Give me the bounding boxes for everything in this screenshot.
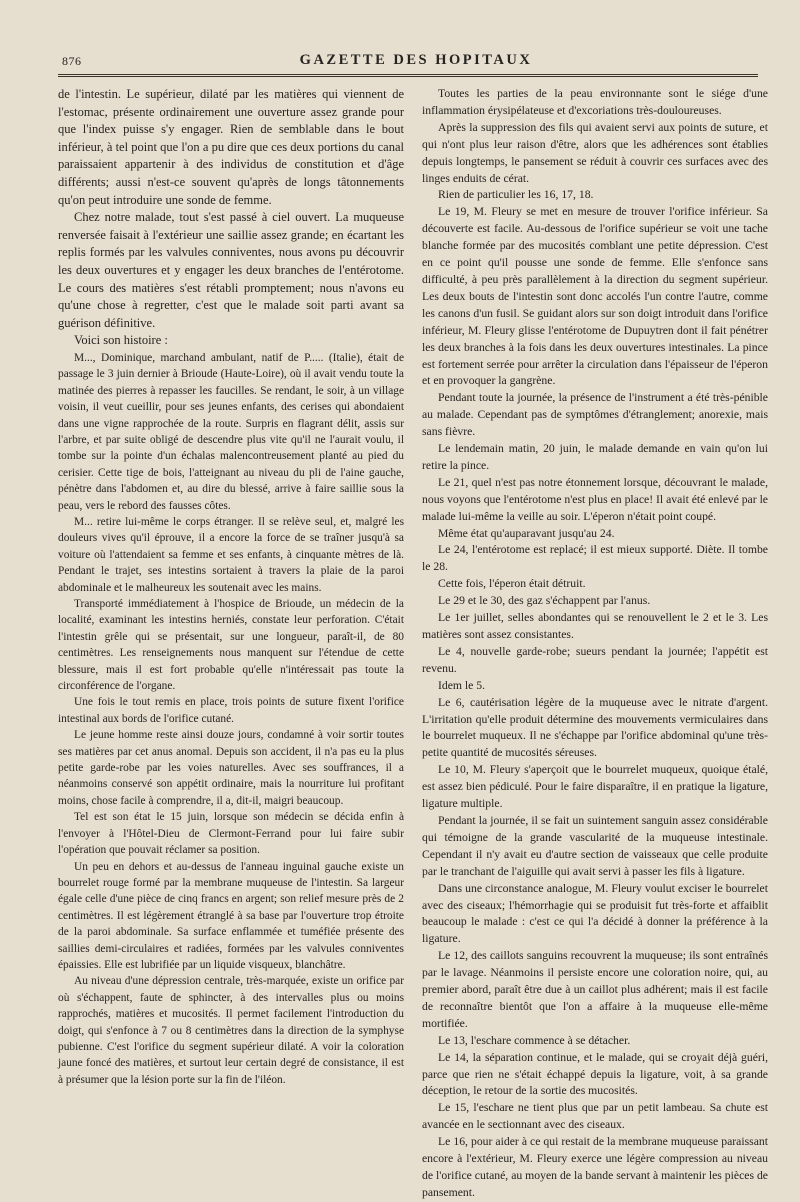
paragraph: Le 16, pour aider à ce qui restait de la membrane muqueuse paraissant encore à l'extérieur, M. Fleury exerce une légère compression au niveau de l'orifice cutané, au moyen de la bande servant à maintenir les pièces de pansement. — [422, 1135, 768, 1199]
journal-title: GAZETTE DES HOPITAUX — [299, 52, 533, 68]
page-number: 876 — [62, 54, 82, 68]
paragraph: Le 12, des caillots sanguins recouvrent la muqueuse; ils sont entraînés par le lavage. Néanmoins il persiste encore une coloration noire, qui, au premier abord, paraît être due à un caillot plus adhérent; mais il est facile de reconnaître bientôt que l'on a affaire à la muqueuse elle-même mortifiée. — [422, 949, 768, 1030]
paragraph: Tel est son état le 15 juin, lorsque son médecin se décida enfin à l'envoyer à l'Hôtel-Dieu de Clermont-Ferrand pour lui faire subir l'opération que pouvait réclamer sa position. — [58, 811, 404, 857]
paragraph: Chez notre malade, tout s'est passé à ciel ouvert. La muqueuse renversée faisait à l'extérieur une saillie assez grande; en écartant les replis formés par les valvules conniventes, nous avons pu découvrir les deux ouvertures et y engager les deux branches de l'entérotome. Le cours des matières s'est rétabli promptement; nous n'avons eu qu'une chose à regretter, c'est que le malade soit parti avant sa guérison définitive. — [58, 210, 404, 330]
paragraph: Une fois le tout remis en place, trois points de suture fixent l'orifice intestinal aux bords de l'orifice cutané. — [58, 696, 404, 725]
paragraph: Rien de particulier les 16, 17, 18. — [438, 188, 594, 202]
paragraph: Voici son histoire : — [74, 333, 168, 348]
paragraph: Un peu en dehors et au-dessus de l'anneau inguinal gauche existe un bourrelet rouge formé par la membrane muqueuse de l'intestin. Sa largeur égale celle d'une pièce de cinq francs en argent; son relief mesure près de 2 centimètres. Il est légèrement étranglé à sa base par l'ouverture trop étroite de la paroi abdominale. Sa surface enflammée et tuméfiée présente des saillies demi-circulaires et radiées, formées par les valvules conniventes épaissies. Elle est lubrifiée par un liquide visqueux, blanchâtre. — [58, 860, 404, 971]
paragraph: Cette fois, l'éperon était détruit. — [438, 577, 586, 591]
paragraph: Le 19, M. Fleury se met en mesure de trouver l'orifice inférieur. Sa découverte est facile. Au-dessous de l'orifice supérieur se voit une tache blanche formée par des mucosités comblant une petite dépression. C'est en ce point qu'il pousse une sonde de femme. Elle s'enfonce sans difficulté, à peu près parallèlement à la direction du segment supérieur. Les deux bouts de l'intestin sont donc accolés l'un contre l'autre, comme les canons d'un fusil. Se guidant alors sur son doigt introduit dans l'orifice inférieur, M. Fleury glisse l'entérotome de Dupuytren dont il fait pénétrer les deux branches à la fois dans les deux ouvertures intestinales. La pince est fortement serrée pour arrêter la circulation dans l'épaisseur de l'éperon et en provoquer la gangrène. — [422, 205, 768, 388]
left-column — [58, 86, 404, 1202]
paragraph: M..., Dominique, marchand ambulant, natif de P..... (Italie), était de passage le 3 juin dernier à Brioude (Haute-Loire), où il avait vendu toute la matinée des pierres à repasser les faucilles. Se rendant, le soir, à un village voisin, il veut cueillir, pour ses jeunes enfants, des cerises qui abondaient dans une vigne rapprochée de la route. Surpris en flagrant délit, assis sur l'arbre, et par suite obligé de descendre plus vite qu'il ne l'aurait voulu, il tombe sur la pointe d'un échalas malencontreusement planté au pied du cerisier. Cette tige de bois, l'atteignant au niveau du pli de l'aine gauche, pénètre dans l'abdomen et, au dire du blessé, arrive à faire saillie sous la peau, vers le rebord des fausses côtes. — [58, 351, 404, 512]
paragraph: M... retire lui-même le corps étranger. Il se relève seul, et, malgré les douleurs vives qu'il éprouve, il a encore la force de se traîner jusqu'à sa voiture où l'attendaient sa femme et ses enfants, à cinquante mètres de là. Pendant le trajet, ses intestins sortaient à travers la plaie de la paroi abdominale et le malheureux les soutenait avec les mains. — [58, 515, 404, 594]
paragraph: Le 21, quel n'est pas notre étonnement lorsque, découvrant le malade, nous voyons que l'entérotome n'est plus en place! Il avait été enlevé par le malade lui-même la veille au soir. L'éperon n'était point coupé. — [422, 475, 768, 523]
paragraph: Le 29 et le 30, des gaz s'échappent par l'anus. — [438, 594, 651, 608]
running-head — [58, 44, 774, 70]
paragraph: Pendant la journée, il se fait un suintement sanguin assez considérable qui témoigne de la grande vascularité de la muqueuse intestinale. Cependant il n'y avait eu d'autre section de vaisseaux que celle produite par le tranchant de l'aiguille qui avait servi à passer les fils à ligature. — [422, 813, 768, 878]
right-column — [422, 86, 768, 1202]
paragraph: Au niveau d'une dépression centrale, très-marquée, existe un orifice par où s'échappent, faute de sphincter, à des intervalles plus ou moins rapprochés, matières et mucosités. Il permet facilement l'introduction du doigt, qui s'enfonce à 7 ou 8 centimètres dans la direction de la symphyse pubienne. C'est l'orifice du segment supérieur dilaté. A voir la coloration jaune foncé des matières, et surtout leur certain degré de consistance, il est à présumer que la lésion porte sur la fin de l'iléon. — [58, 975, 404, 1086]
paragraph: Le 24, l'entérotome est replacé; il est mieux supporté. Diète. Il tombe le 28. — [422, 543, 768, 574]
paragraph: Le lendemain matin, 20 juin, le malade demande en vain qu'on lui retire la pince. — [422, 442, 768, 472]
paragraph: Dans une circonstance analogue, M. Fleury voulut exciser le bourrelet avec des ciseaux; l'hémorrhagie qui se produisit fut très-forte et affaiblit beaucoup le malade : c'est ce qui l'a décidé à donner la préférence à la ligature. — [422, 881, 768, 946]
paragraph: Après la suppression des fils qui avaient servi aux points de suture, et qui n'ont plus leur raison d'être, alors que les adhérences sont établies depuis longtemps, le pansement se réduit à couvrir ces surfaces avec des linges enduits de cérat. — [422, 120, 768, 185]
paragraph: Le 1er juillet, selles abondantes qui se renouvellent le 2 et le 3. Les matières sont assez consistantes. — [422, 611, 768, 641]
paragraph: Transporté immédiatement à l'hospice de Brioude, un médecin de la localité, examinant les intestins herniés, constate leur perforation. C'était l'intestin grêle qui se présentait, sur une longueur, paraît-il, de 80 centimètres. Les renseignements nous manquent sur l'étendue de cette blessure, mais il est fort probable qu'elle n'intéressait pas toute la circonférence de l'organe. — [58, 598, 404, 693]
paragraph: Le jeune homme reste ainsi douze jours, condamné à voir sortir toutes ses matières par cet anus anomal. Depuis son accident, il n'a pas eu la plus petite garde-robe par les voies naturelles. Avec ses souffrances, il a néanmoins conservé son appétit ordinaire, mais la nourriture lui profitant moins, chose facile à comprendre, il a, dit-il, maigri beaucoup. — [58, 729, 404, 807]
article-body — [58, 86, 774, 1202]
paragraph: Le 6, cautérisation légère de la muqueuse avec le nitrate d'argent. L'irritation qu'elle produit détermine des mouvements vermiculaires dans le bourrelet muqueux. Il ne s'échappe par l'orifice abdominal qu'une très-petite quantité de mucosités séreuses. — [422, 695, 768, 760]
paragraph: Idem le 5. — [438, 678, 486, 692]
header-rule — [58, 74, 758, 77]
paragraph: Toutes les parties de la peau environnante sont le siége d'une inflammation érysipélateuse et d'excoriations très-douloureuses. — [422, 87, 768, 117]
paragraph: Le 13, l'eschare commence à se détacher. — [438, 1033, 631, 1047]
paragraph: Le 4, nouvelle garde-robe; sueurs pendant la journée; l'appétit est revenu. — [422, 644, 768, 675]
paragraph: Le 14, la séparation continue, et le malade, qui se croyait déjà guéri, parce que rien ne s'était échappé depuis la ligature, voit, à sa grande déception, le retour de la sortie des mucosités. — [422, 1050, 768, 1098]
paragraph: Pendant toute la journée, la présence de l'instrument a été très-pénible au malade. Cependant pas de symptômes d'étranglement; anorexie, mais sans fièvre. — [422, 391, 768, 439]
paragraph: Même état qu'auparavant jusqu'au 24. — [438, 526, 615, 540]
paragraph: Le 15, l'eschare ne tient plus que par un petit lambeau. Sa chute est avancée en le sectionnant avec des ciseaux. — [422, 1101, 768, 1132]
paragraph: Le 10, M. Fleury s'aperçoit que le bourrelet muqueux, quoique étalé, est assez bien pédiculé. Pour le faire disparaître, il en pratique la ligature, ligature multiple. — [422, 763, 768, 811]
paragraph: de l'intestin. Le supérieur, dilaté par les matières qui viennent de l'estomac, présente ordinairement une ouverture assez grande pour que l'index puisse s'y engager. Rien de semblable dans le bout inférieur, à tel point que l'on a pu dire que ces deux portions du canal paraissaient appartenir à des individus de constitution et d'âge différents; aussi n'est-ce souvent qu'après de longs tâtonnements qu'on peut introduire une sonde de femme. — [58, 87, 404, 207]
